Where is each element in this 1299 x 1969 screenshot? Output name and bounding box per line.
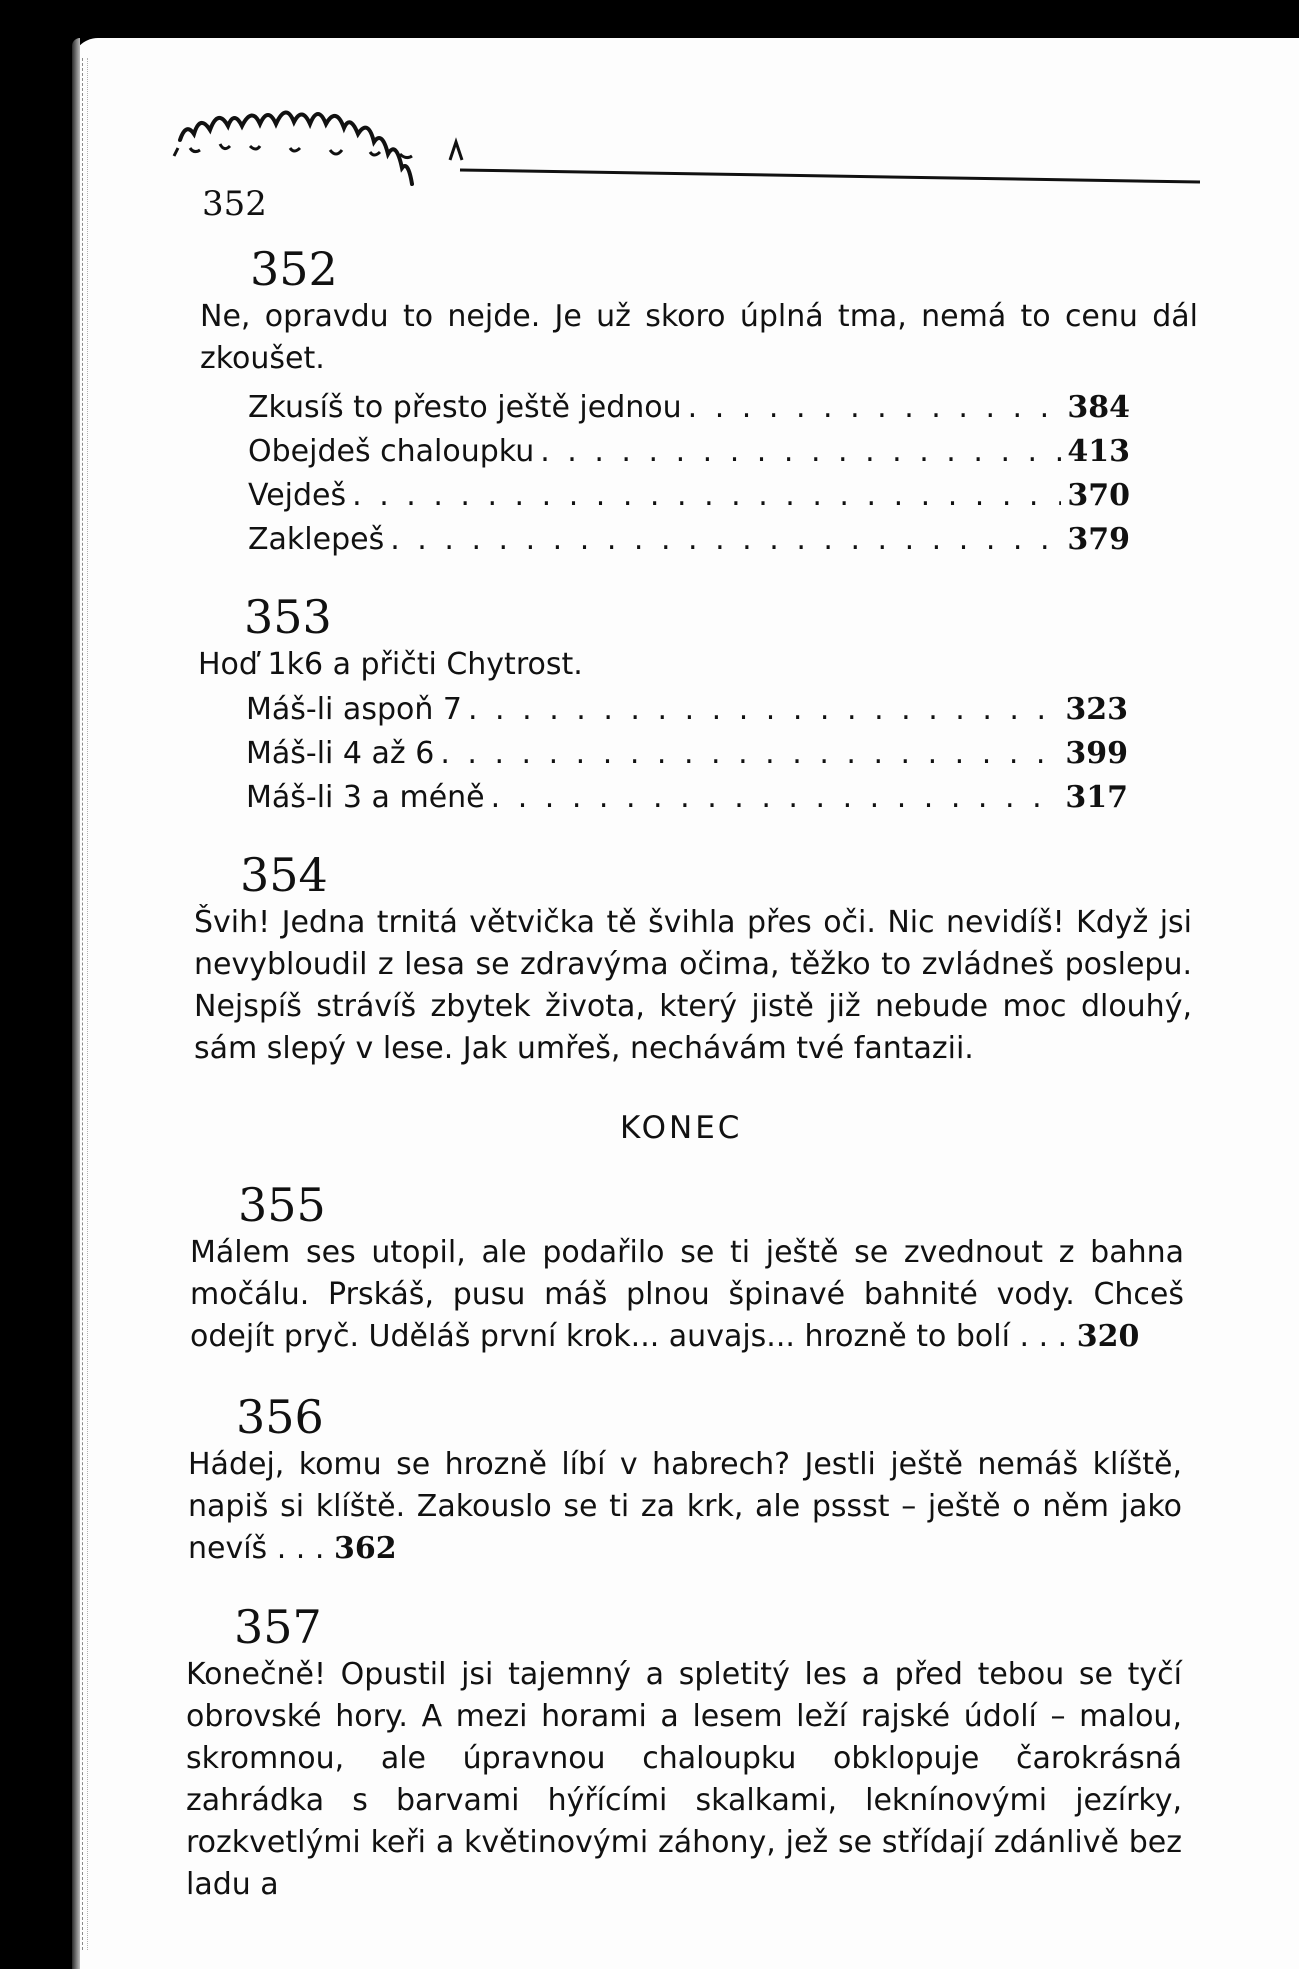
section-text: Hádej, komu se hrozně líbí v habrech? Jestli ještě nemáš klíště, napiš si klíště. Zakouslo se ti za krk, ale pssst – ještě o něm jako nevíš . . . 362 <box>188 1447 1182 1566</box>
section-text: Švih! Jedna trnitá větvička tě švihla přes oči. Nic nevidíš! Když jsi nevybloudil z lesa se zdravýma očima, těžko to zvládneš poslepu. Nejspíš strávíš zbytek života, který jistě již nebude moc dlouhý, sám slepý v lese. Jak umřeš, nechávám tvé fantazii. <box>194 905 1192 1066</box>
ending-label: KONEC <box>620 1110 743 1146</box>
section-number: 355 <box>238 1178 326 1232</box>
leader-dots <box>440 732 1059 776</box>
section-number: 352 <box>250 242 338 296</box>
choice-target: 399 <box>1065 736 1128 771</box>
leader-dots <box>491 776 1060 820</box>
choice-link[interactable] <box>248 430 1130 474</box>
section-number: 357 <box>234 1600 322 1654</box>
page-number: 352 <box>202 184 267 224</box>
forest-ornament-icon <box>150 90 1210 230</box>
choice-target: 379 <box>1067 522 1130 557</box>
section-text: Hoď 1k6 a přičti Chytrost. <box>198 647 583 682</box>
choice-label: Zaklepeš <box>248 522 385 557</box>
section-number: 356 <box>236 1390 324 1444</box>
choice-label: Máš-li aspoň 7 <box>246 692 462 727</box>
choice-link[interactable] <box>248 474 1130 518</box>
section-number: 353 <box>244 590 332 644</box>
choice-link[interactable] <box>246 688 1128 732</box>
choice-target[interactable]: 362 <box>333 1531 397 1566</box>
leader-dots <box>468 688 1059 732</box>
choice-link[interactable] <box>248 386 1130 430</box>
choice-link[interactable] <box>246 732 1128 776</box>
choice-label: Máš-li 4 až 6 <box>246 736 435 771</box>
choice-target[interactable]: 320 <box>1076 1319 1140 1354</box>
choice-label: Máš-li 3 a méně <box>246 780 485 815</box>
leader-dots <box>540 430 1061 474</box>
section-text: Konečně! Opustil jsi tajemný a spletitý les a před tebou se tyčí obrovské hory. A mezi horami a lesem leží rajské údolí – malou, skromnou, ale úpravnou chaloupku obklopuje čarokrásná zahrádka s barvami hýřícími skalkami, leknínovými jezírky, rozkvetlými keři a květinovými záhony, jež se střídají zdánlivě bez ladu a <box>186 1657 1182 1902</box>
leader-dots <box>352 474 1061 518</box>
section-number: 354 <box>240 848 328 902</box>
section-text: Málem ses utopil, ale podařilo se ti ještě se zvednout z bahna močálu. Prskáš, pusu máš plnou špinavé bahnité vody. Chceš odejít pryč. Uděláš první krok... auvajs... hrozně to bolí . . . 320 <box>190 1235 1184 1354</box>
choice-target: 317 <box>1065 780 1128 815</box>
choice-target: 370 <box>1067 478 1130 513</box>
choice-target: 384 <box>1067 390 1130 425</box>
choice-link[interactable] <box>246 776 1128 820</box>
choice-label: Vejdeš <box>248 478 347 513</box>
choice-label: Zkusíš to přesto ještě jednou <box>248 390 682 425</box>
book-spine-shadow <box>72 38 80 1969</box>
choice-link[interactable] <box>248 518 1130 562</box>
leader-dots <box>688 386 1062 430</box>
choice-target: 323 <box>1065 692 1128 727</box>
choice-label: Obejdeš chaloupku <box>248 434 535 469</box>
leader-dots <box>390 518 1061 562</box>
section-text: Ne, opravdu to nejde. Je už skoro úplná tma, nemá to cenu dál zkoušet. <box>200 299 1198 376</box>
choice-target: 413 <box>1067 434 1130 469</box>
page-edge-lines <box>82 58 88 1950</box>
